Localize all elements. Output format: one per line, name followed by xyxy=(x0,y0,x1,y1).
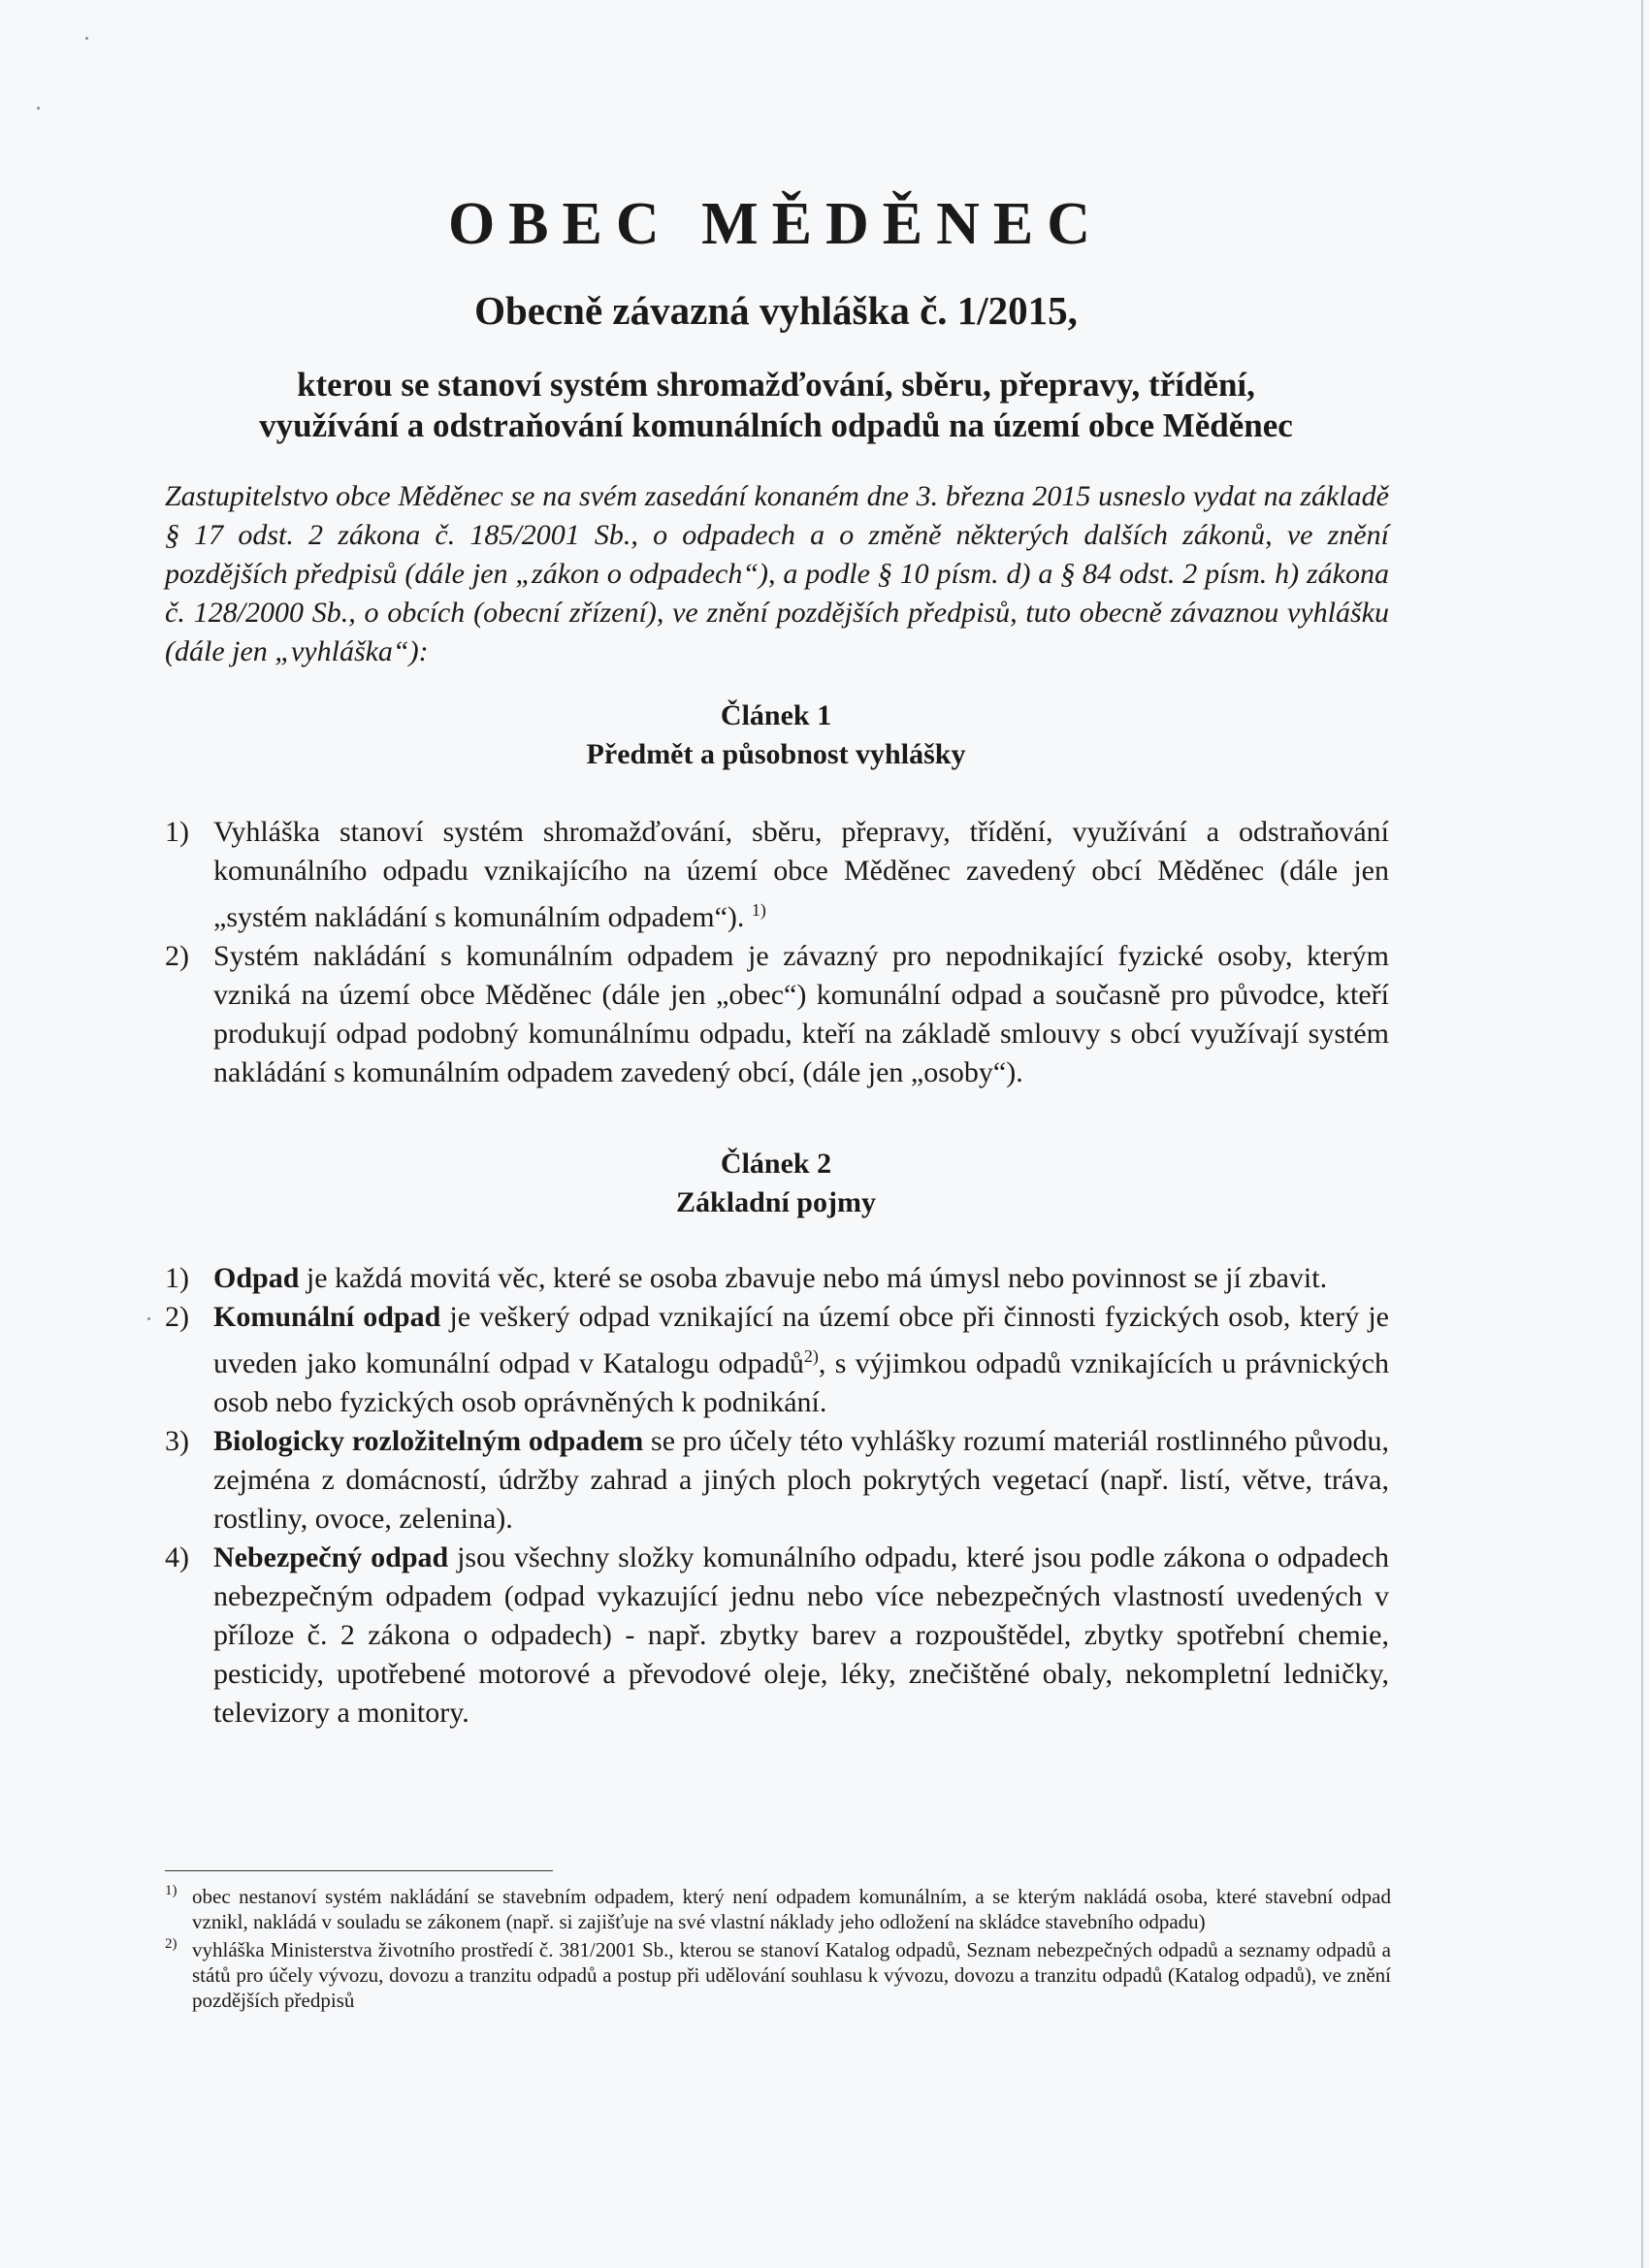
list-item xyxy=(165,1539,1389,1733)
scan-speck xyxy=(37,107,40,110)
scan-speck xyxy=(147,1317,150,1320)
scan-edge xyxy=(1641,0,1643,2268)
subtitle-line: využívání a odstraňování komunálních odpadů na území obce Měděnec xyxy=(259,406,1293,444)
preamble: Zastupitelstvo obce Měděnec se na svém zasedání konaném dne 3. března 2015 usneslo vydat na základě § 17 odst. 2 zákona č. 185/2001 Sb., o odpadech a o změně některých dalších zákonů, ve znění pozdějších předpisů (dále jen „zákon o odpadech“), a podle § 10 písm. d) a § 84 odst. 2 písm. h) zákona č. 128/2000 Sb., o obcích (obecní zřízení), ve znění pozdějších předpisů, tuto obecně závaznou vyhlášku (dále jen „vyhláška“): xyxy=(165,480,1389,667)
article-number: Článek 1 xyxy=(720,699,832,731)
item-text: Vyhláška stanoví systém shromažďování, sběru, přepravy, třídění, využívání a odstraňování komunálního odpadu vznikajícího na území obce Měděnec zavedený obcí Měděnec (dále jen „systém nakládání s komunálním odpadem“). xyxy=(213,816,1389,933)
item-text: se pro účely této vyhlášky rozumí materiál rostlinného původu, zejména z domácností, údržby zahrad a jiných ploch pokrytých vegetací (např. listí, větve, tráva, rostliny, ovoce, zelenina). xyxy=(213,1425,1389,1535)
scan-speck xyxy=(85,37,88,40)
item-text: je veškerý odpad vznikající na území obce při činnosti fyzických osob, který je uveden jako komunální odpad v Katalogu odpadů xyxy=(213,1301,1389,1379)
item-text: jsou všechny složky komunálního odpadu, které jsou podle zákona o odpadech nebezpečným odpadem (odpad vykazující jednu nebo více nebezpečných vlastností uvedených v příloze č. 2 zákona o odpadech) - např. zbytky barev a rozpouštědel, zbytky spotřební chemie, pesticidy, upotřebené motorové a převodové oleje, léky, znečištěné obaly, nekompletní ledničky, televizory a monitory. xyxy=(213,1541,1389,1729)
list-item xyxy=(165,937,1389,1092)
footnotes xyxy=(165,1884,1391,2016)
item-number: 3) xyxy=(165,1425,189,1457)
article-2-items xyxy=(165,1259,1389,1733)
item-text: Systém nakládání s komunálním odpadem je závazný pro nepodnikající fyzické osoby, kterým vzniká na území obce Měděnec (dále jen „obec“) komunální odpad a současně pro původce, kteří produkují odpad podobný komunálnímu odpadu, kteří na základě smlouvy s obcí využívají systém nakládání s komunálním odpadem zavedený obcí, (dále jen „osoby“). xyxy=(213,940,1389,1088)
footnote xyxy=(165,1884,1391,1934)
item-number: 2) xyxy=(165,940,189,972)
footnote-text: vyhláška Ministerstva životního prostředí č. 381/2001 Sb., kterou se stanoví Katalog odpadů, Seznam nebezpečných odpadů a seznamy odpadů a států pro účely vývozu, dovozu a tranzitu odpadů a postup při udělování souhlasu k vývozu, dovozu a tranzitu odpadů (Katalog odpadů), ve znění pozdějších předpisů xyxy=(192,1938,1391,2012)
item-text: , s výjimkou odpadů vznikajících u právnických osob nebo fyzických osob oprávněných k podnikání. xyxy=(213,1347,1390,1418)
subtitle-line: kterou se stanoví systém shromažďování, sběru, přepravy, třídění, xyxy=(297,366,1255,404)
defined-term: Biologicky rozložitelným odpadem xyxy=(213,1425,644,1457)
item-number: 1) xyxy=(165,1262,189,1294)
footnote-text: obec nestanoví systém nakládání se stavebním odpadem, který není odpadem komunálním, a se kterým nakládá osoba, které stavební odpad vznikl, nakládá v souladu se zákonem (např. si zajišťuje na své vlastní náklady jeho odložení na skládce stavebního odpadu) xyxy=(192,1885,1391,1933)
article-1-heading xyxy=(0,697,1552,774)
article-1-items xyxy=(165,813,1389,1092)
item-text: je každá movitá věc, které se osoba zbavuje nebo má úmysl nebo povinnost se jí zbavit. xyxy=(306,1262,1328,1294)
footnote-ref[interactable]: 1) xyxy=(751,900,766,920)
article-title: Základní pojmy xyxy=(676,1186,876,1218)
article-title: Předmět a působnost vyhlášky xyxy=(586,738,966,770)
decree-title: Obecně závazná vyhláška č. 1/2015, xyxy=(474,288,1078,333)
footnote-number: 1) xyxy=(165,1883,178,1898)
defined-term: Nebezpečný odpad xyxy=(213,1541,449,1573)
decree-subtitle xyxy=(155,365,1397,446)
list-item xyxy=(165,1259,1389,1298)
item-number: 4) xyxy=(165,1541,189,1573)
footnote-ref[interactable]: 2) xyxy=(803,1346,819,1366)
article-2-heading xyxy=(0,1145,1552,1222)
list-item xyxy=(165,813,1389,937)
town-heading: OBEC MĚDĚNEC xyxy=(447,191,1105,257)
list-item xyxy=(165,1298,1389,1422)
article-number: Článek 2 xyxy=(720,1148,832,1180)
item-number: 2) xyxy=(165,1301,189,1333)
defined-term: Komunální odpad xyxy=(213,1301,441,1333)
footnote xyxy=(165,1937,1391,2013)
footnote-divider xyxy=(165,1870,553,1871)
defined-term: Odpad xyxy=(213,1262,300,1294)
footnote-number: 2) xyxy=(165,1936,178,1952)
item-number: 1) xyxy=(165,816,189,848)
list-item xyxy=(165,1422,1389,1539)
